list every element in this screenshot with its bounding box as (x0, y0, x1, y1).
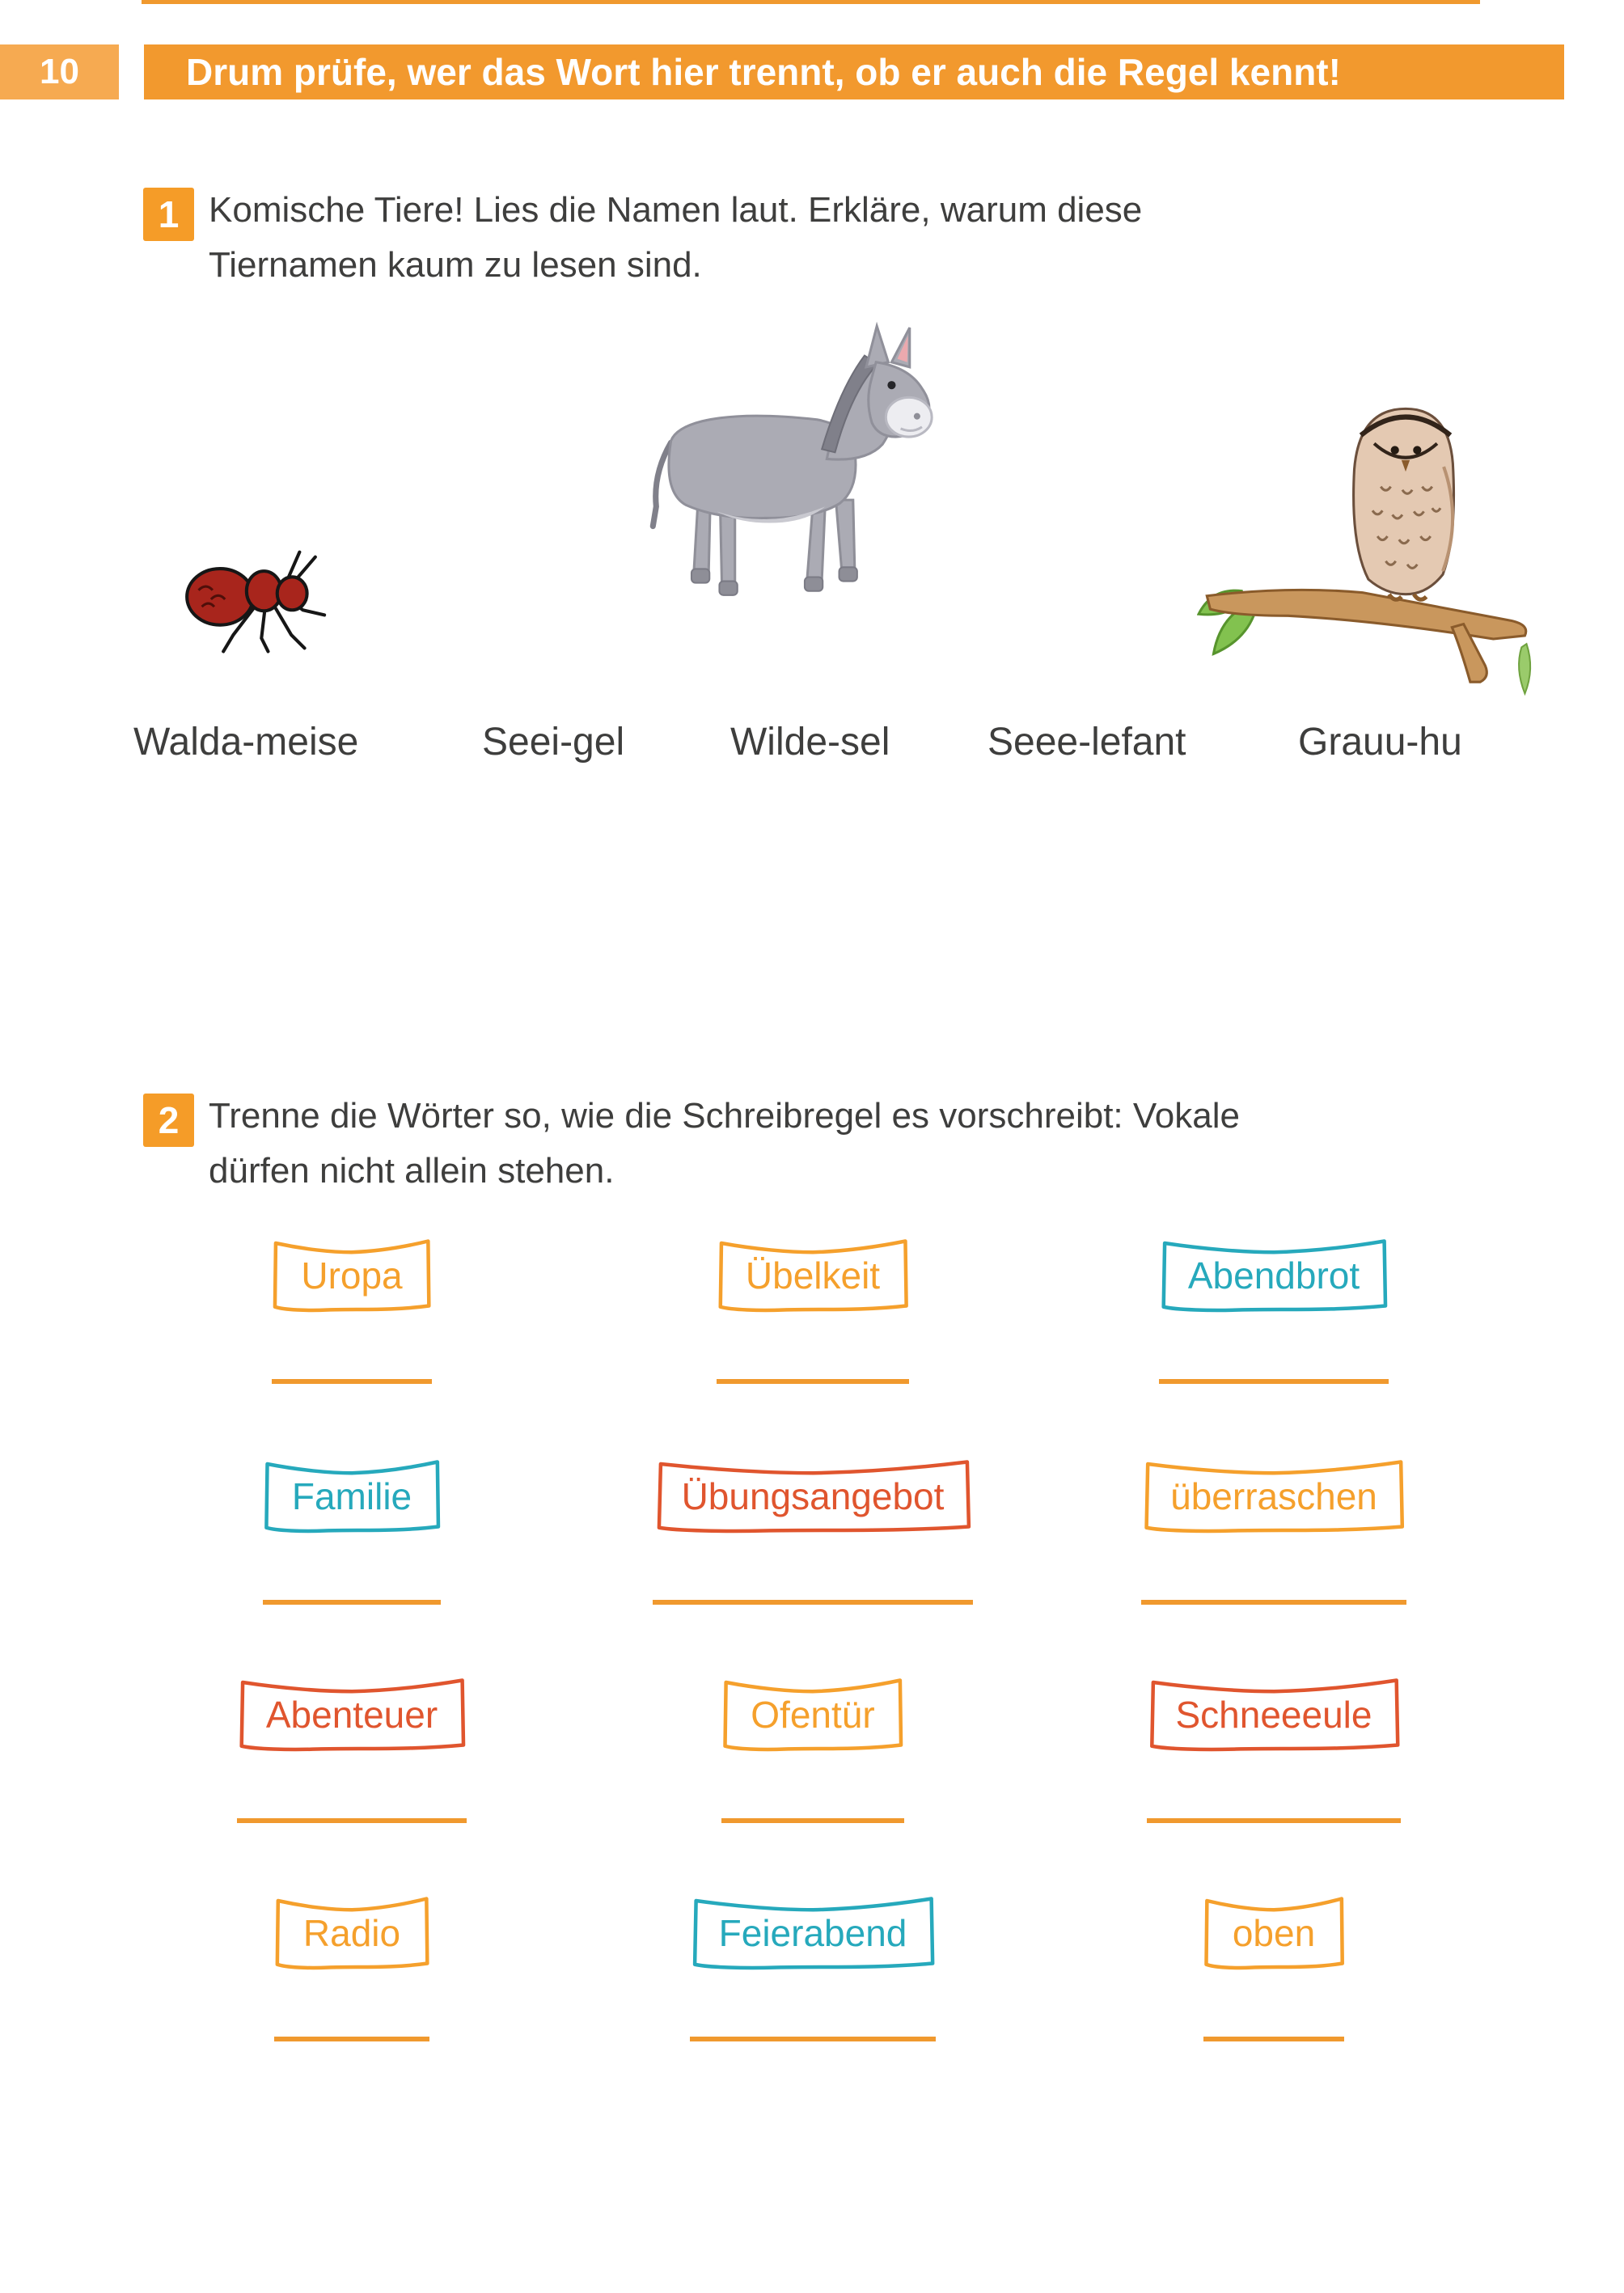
word-grid-row-3 (121, 1674, 1504, 1823)
task2-instruction-line1: Trenne die Wörter so, wie die Schreibregel es vorschreibt: Vokale (209, 1096, 1240, 1136)
word-label: Uropa (301, 1254, 403, 1297)
word-box (1141, 1456, 1406, 1537)
task1-number: 1 (158, 193, 180, 235)
word-cell (1159, 1235, 1389, 1384)
animal-name-5: Grauu-hu (1298, 721, 1462, 764)
task2-number-badge (143, 1094, 194, 1147)
word-label: Übungsangebot (681, 1475, 945, 1517)
writing-line-3 (142, 0, 1480, 4)
word-grid-row-1 (121, 1235, 1504, 1384)
word-label: Feierabend (718, 1912, 907, 1954)
word-box (1203, 1893, 1344, 1974)
answer-line (1147, 1818, 1402, 1823)
word-label: Familie (291, 1475, 412, 1517)
word-box (237, 1674, 467, 1755)
ant-illustration (182, 514, 356, 655)
animal-name-1: Walda-meise (133, 721, 359, 764)
page-number-badge (0, 44, 119, 99)
word-box (1147, 1674, 1402, 1755)
task1-instruction-line1: Komische Tiere! Lies die Namen laut. Erkläre, warum diese (209, 190, 1143, 230)
word-label: Abenteuer (265, 1694, 438, 1736)
page-number: 10 (40, 52, 79, 91)
word-cell (721, 1674, 903, 1823)
word-box (653, 1456, 974, 1537)
donkey-illustration (619, 319, 999, 607)
answer-line (721, 1818, 903, 1823)
task1-number-badge (143, 188, 194, 241)
answer-line (690, 2037, 937, 2041)
word-cell (237, 1674, 467, 1823)
word-box (263, 1456, 441, 1537)
word-cell (1147, 1674, 1402, 1823)
word-box (721, 1674, 903, 1755)
animal-name-3: Wilde-sel (730, 721, 890, 764)
answer-line (1203, 2037, 1344, 2041)
page-title-bar (144, 44, 1564, 99)
word-box (274, 1893, 429, 1974)
word-box (717, 1235, 909, 1316)
answer-line (1141, 1600, 1406, 1605)
word-label: Ofentür (751, 1694, 875, 1736)
word-cell (653, 1456, 974, 1605)
answer-line (272, 1379, 431, 1384)
word-label: Übelkeit (745, 1254, 881, 1297)
task1-instruction (209, 183, 1142, 293)
owl-illustration (1197, 374, 1545, 697)
word-label: Schneeeule (1175, 1694, 1372, 1736)
page-title: Drum prüfe, wer das Wort hier trennt, ob er auch die Regel kennt! (186, 51, 1341, 93)
word-label: Radio (302, 1912, 401, 1954)
word-box (690, 1893, 937, 1974)
word-cell (690, 1893, 937, 2041)
answer-line (653, 1600, 974, 1605)
word-label: Abendbrot (1187, 1254, 1360, 1297)
answer-line (274, 2037, 429, 2041)
word-label: überraschen (1170, 1475, 1377, 1517)
word-cell (263, 1456, 441, 1605)
word-grid-row-2 (121, 1456, 1504, 1605)
word-box (272, 1235, 431, 1316)
animal-name-4: Seee-lefant (988, 721, 1186, 764)
task2-number: 2 (158, 1099, 180, 1141)
animal-name-2: Seei-gel (482, 721, 625, 764)
word-label: oben (1232, 1912, 1316, 1954)
task2-instruction-line2: dürfen nicht allein stehen. (209, 1151, 615, 1191)
word-cell (1141, 1456, 1406, 1605)
word-grid-row-4 (121, 1893, 1504, 2041)
word-cell (272, 1235, 431, 1384)
task2-instruction (209, 1089, 1240, 1199)
task1-instruction-line2: Tiernamen kaum zu lesen sind. (209, 245, 702, 285)
word-cell (717, 1235, 909, 1384)
word-cell (1203, 1893, 1344, 2041)
answer-line (237, 1818, 467, 1823)
word-box (1159, 1235, 1389, 1316)
word-cell (274, 1893, 429, 2041)
answer-line (1159, 1379, 1389, 1384)
answer-line (717, 1379, 909, 1384)
answer-line (263, 1600, 441, 1605)
